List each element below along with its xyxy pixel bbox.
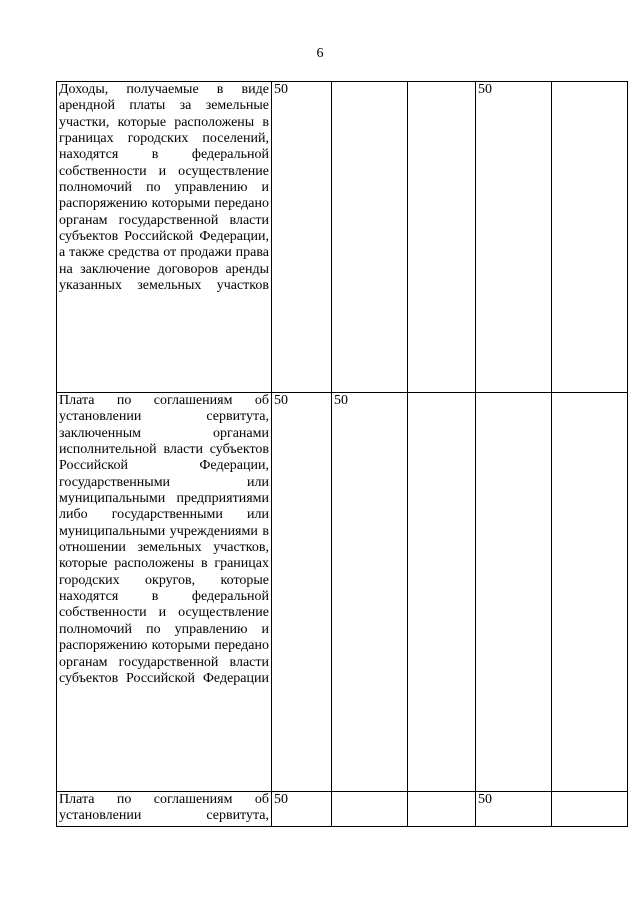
row-description: Доходы, получаемые в виде арендной платы за земельные участки, которые расположены в границах городских поселений, находятся в федеральной собственности и осуществление полномочий по управлению и распоряжению которыми передано органам государственной власти субъектов Российской Федерации, а также средства от продажи права на заключение договоров аренды указанных земельных участков — [57, 82, 272, 393]
table-cell: 50 — [332, 393, 408, 792]
table-cell: 50 — [272, 393, 332, 792]
table-cell — [332, 82, 408, 393]
table-cell — [552, 82, 628, 393]
table-cell — [476, 393, 552, 792]
table-cell — [332, 792, 408, 827]
table-cell — [408, 792, 476, 827]
table-cell: 50 — [476, 792, 552, 827]
table-cell: 50 — [272, 82, 332, 393]
table-row — [57, 393, 628, 792]
table-cell: 50 — [476, 82, 552, 393]
table-cell — [408, 82, 476, 393]
revenue-table — [56, 81, 628, 827]
table-cell: 50 — [272, 792, 332, 827]
table-cell — [552, 792, 628, 827]
row-description: Плата по соглашениям об установлении сервитута, заключенным органами исполнительной власти субъектов Российской Федерации, государственными или муниципальными предприятиями либо государственными или муниципальными учреждениями в отношении земельных участков, которые расположены в границах городских округов, которые находятся в федеральной собственности и осуществление полномочий по управлению и распоряжению которыми передано органам государственной власти субъектов Российской Федерации — [57, 393, 272, 792]
table-cell — [408, 393, 476, 792]
row-description: Плата по соглашениям об установлении сервитута, — [57, 792, 272, 827]
table-row — [57, 792, 628, 827]
table-row — [57, 82, 628, 393]
table-cell — [552, 393, 628, 792]
page-number: 6 — [316, 46, 324, 61]
